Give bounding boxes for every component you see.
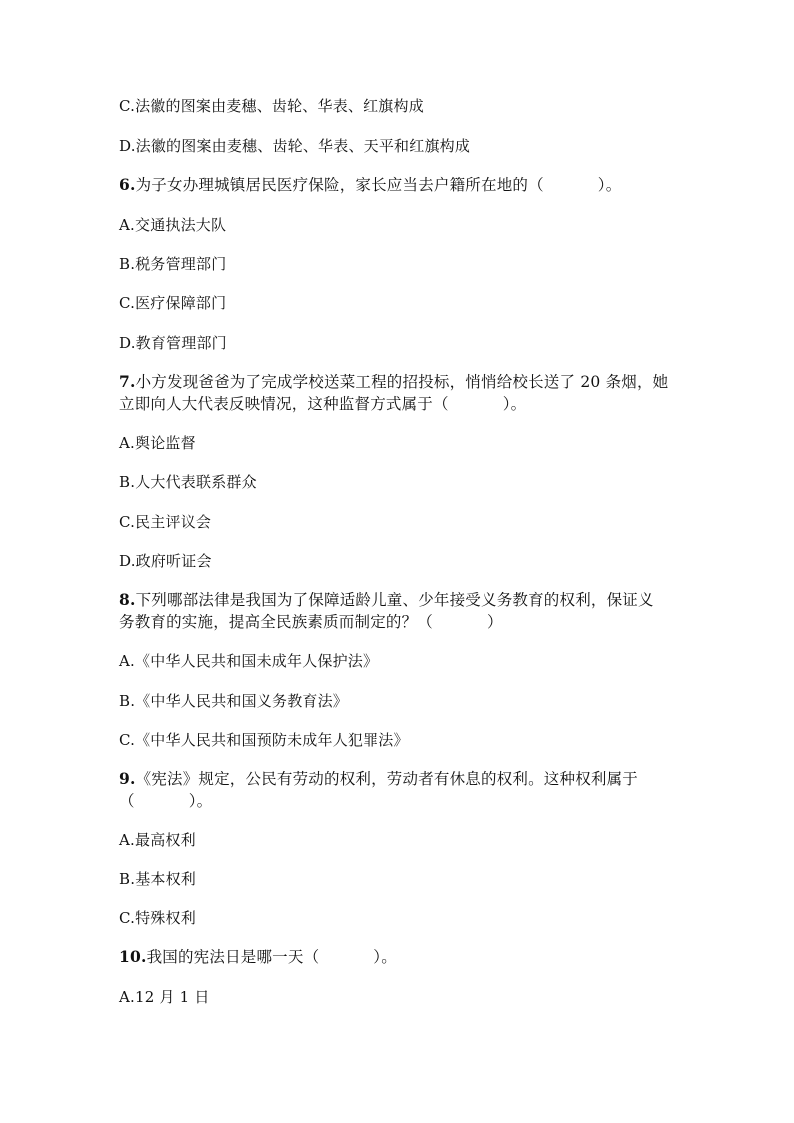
question-text-end: ）。 [188, 792, 213, 810]
option-q6-b: B.税务管理部门 [119, 255, 227, 273]
option-q7-d: D.政府听证会 [119, 552, 212, 570]
question-7-line-1 [119, 371, 668, 393]
option-q9-b: B.基本权利 [119, 870, 196, 888]
option-q6-c: C.医疗保障部门 [119, 294, 227, 312]
question-text-end: ）。 [373, 948, 397, 966]
option-q8-b: B.《中华人民共和国义务教育法》 [119, 692, 348, 710]
question-text: （ [119, 792, 135, 810]
question-text-end: ）。 [597, 176, 622, 194]
question-text: 务教育的实施，提高全民族素质而制定的？（ [119, 613, 434, 631]
question-9-line-1 [119, 768, 638, 790]
question-10 [119, 946, 397, 968]
question-number: 10. [119, 947, 147, 966]
question-8-line-2 [119, 611, 503, 633]
question-7-line-2 [119, 393, 526, 415]
option-q5-d: D.法徽的图案由麦穗、齿轮、华表、天平和红旗构成 [119, 137, 471, 155]
question-text-end: ）。 [502, 395, 527, 413]
option-q7-b: B.人大代表联系群众 [119, 473, 257, 491]
question-text: 我国的宪法日是哪一天（ [146, 948, 320, 966]
question-text: 为子女办理城镇居民医疗保险，家长应当去户籍所在地的（ [135, 176, 544, 194]
option-q9-a: A.最高权利 [119, 831, 196, 849]
question-text-end: ） [487, 613, 503, 631]
question-text: 下列哪部法律是我国为了保障适龄儿童、少年接受义务教育的权利，保证义 [135, 591, 654, 609]
question-text: 《宪法》规定，公民有劳动的权利，劳动者有休息的权利。这种权利属于 [135, 770, 638, 788]
option-q8-c: C.《中华人民共和国预防未成年人犯罪法》 [119, 731, 409, 749]
question-8-line-1 [119, 589, 654, 611]
question-number: 8. [119, 590, 136, 609]
option-q10-a: A.12 月 1 日 [119, 988, 210, 1006]
option-q5-c: C.法徽的图案由麦穗、齿轮、华表、红旗构成 [119, 97, 424, 115]
option-q9-c: C.特殊权利 [119, 909, 196, 927]
option-q6-a: A.交通执法大队 [119, 216, 227, 234]
option-q7-c: C.民主评议会 [119, 513, 212, 531]
question-6 [119, 174, 621, 196]
question-number: 9. [119, 769, 136, 788]
option-q6-d: D.教育管理部门 [119, 334, 227, 352]
option-q8-a: A.《中华人民共和国未成年人保护法》 [119, 652, 379, 670]
option-q7-a: A.舆论监督 [119, 434, 196, 452]
question-number: 7. [119, 372, 136, 391]
question-9-line-2 [119, 790, 212, 812]
question-text: 小方发现爸爸为了完成学校送菜工程的招投标，悄悄给校长送了 20 条烟，她 [135, 373, 669, 391]
question-text: 立即向人大代表反映情况，这种监督方式属于（ [119, 395, 449, 413]
question-number: 6. [119, 175, 136, 194]
